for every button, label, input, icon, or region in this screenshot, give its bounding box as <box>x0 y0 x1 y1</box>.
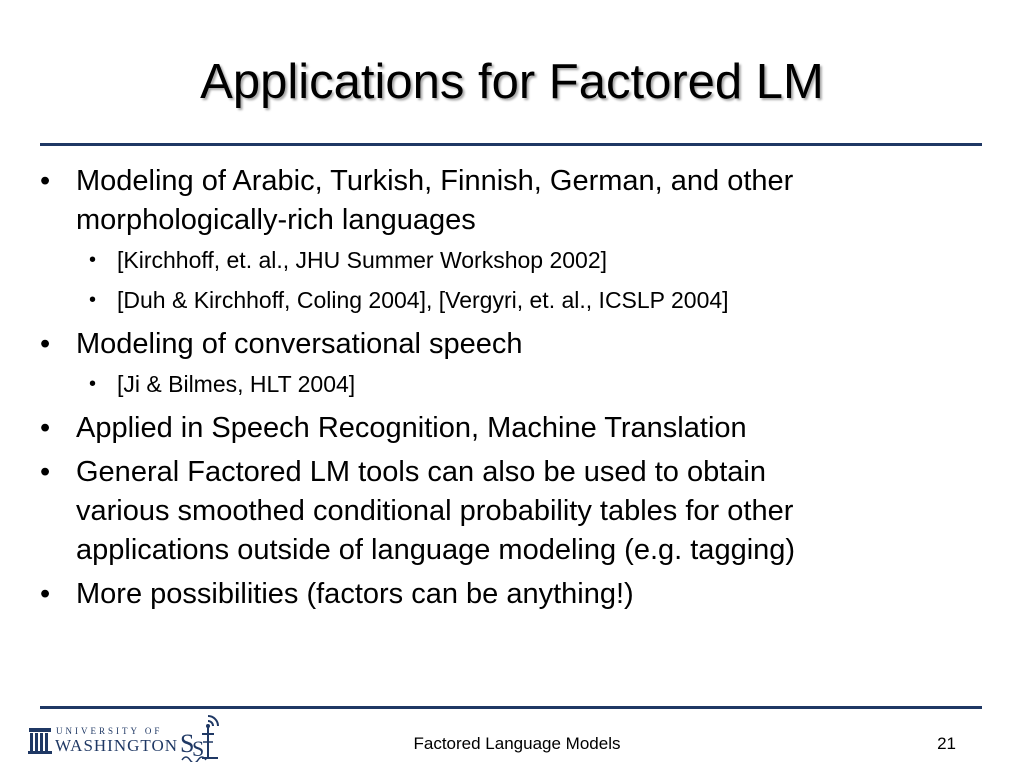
bullet-item <box>0 575 1000 614</box>
bullet-line: Modeling of Arabic, Turkish, Finnish, German, and other <box>76 165 794 197</box>
bullet-line: Modeling of conversational speech <box>76 328 523 360</box>
bullet-item <box>0 409 1000 448</box>
sub-bullet-item <box>0 369 1000 399</box>
bullet-line: More possibilities (factors can be anything!) <box>76 578 634 610</box>
bullet-line: applications outside of language modeling (e.g. tagging) <box>76 534 796 566</box>
bullet-item <box>0 162 1000 240</box>
footer-divider <box>40 706 982 709</box>
bullet-item <box>0 453 1000 570</box>
slide-title: Applications for Factored LM <box>200 55 824 109</box>
bullet-item <box>0 325 1000 364</box>
footer-title: Factored Language Models <box>413 734 621 753</box>
uw-logo-top-text: UNIVERSITY OF <box>56 726 163 736</box>
bullet-dot: • <box>40 165 51 197</box>
sub-bullet-item <box>0 245 1000 275</box>
bullet-dot: • <box>40 328 51 360</box>
page-number: 21 <box>937 734 956 753</box>
sub-bullet-dot: • <box>89 373 97 395</box>
bullet-list <box>0 162 1000 619</box>
sub-bullet-text: [Kirchhoff, et. al., JHU Summer Workshop 2002] <box>117 247 608 273</box>
svg-text:S: S <box>192 736 205 761</box>
sub-bullet-dot: • <box>89 249 97 271</box>
sub-bullet-text: [Ji & Bilmes, HLT 2004] <box>117 371 356 397</box>
bullet-line: General Factored LM tools can also be used to obtain <box>76 456 766 488</box>
sub-bullet-dot: • <box>89 289 97 311</box>
sub-bullet-item <box>0 285 1000 315</box>
bullet-dot: • <box>40 456 51 488</box>
title-divider <box>40 143 982 146</box>
bullet-line: morphologically-rich languages <box>76 204 476 236</box>
bullet-dot: • <box>40 412 51 444</box>
bullet-dot: • <box>40 578 51 610</box>
sub-bullet-text: [Duh & Kirchhoff, Coling 2004], [Vergyri, et. al., ICSLP 2004] <box>117 287 729 313</box>
bullet-line: Applied in Speech Recognition, Machine Translation <box>76 412 747 444</box>
uw-logo-name-text: WASHINGTON <box>55 736 179 755</box>
bullet-line: various smoothed conditional probability tables for other <box>76 495 794 527</box>
svg-text:S: S <box>180 729 195 758</box>
